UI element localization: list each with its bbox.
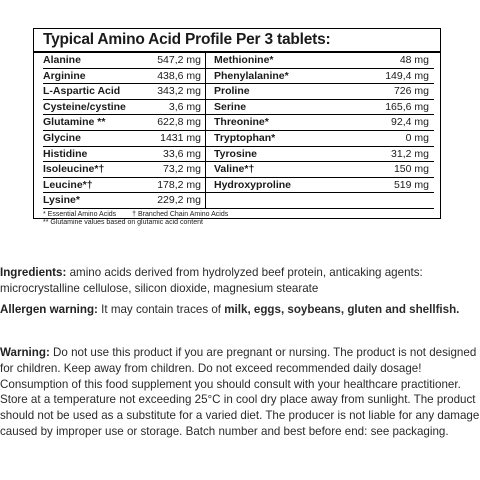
amino-name: Glutamine ** [43, 116, 106, 129]
amino-name: Lysine* [43, 194, 80, 207]
amino-value: 519 mg [393, 178, 429, 191]
warning-text: Do not use this product if you are pregnant or nursing. The product is not designed for children. Keep away from children. Do not exceed recommended daily dosage! Consumption of this food supplement you should consult with your healthcare practitioner. Store at a temperature not exceeding 25°C in cool dry place away from sunlight. The product should not be used as a substitute for a varied diet. The producer is not liable for any damage caused by improper use or storage. Batch number and best before end: see packaging. [0, 346, 480, 438]
amino-name: Methionine* [214, 54, 274, 66]
amino-value: 0 mg [405, 131, 429, 144]
amino-value: 178,2 mg [138, 178, 206, 193]
amino-value: 3,6 mg [138, 100, 206, 115]
amino-name: Proline [214, 85, 250, 98]
amino-name: Valine*† [214, 163, 255, 176]
ingredients-label: Ingredients: [0, 266, 67, 279]
amino-value: 149,4 mg [385, 69, 429, 82]
amino-name: Glycine [43, 131, 81, 144]
amino-value: 438,6 mg [138, 69, 206, 84]
amino-name: Histidine [43, 147, 88, 160]
amino-value: 547,2 mg [138, 53, 206, 68]
table-grid [34, 53, 440, 209]
amino-acid-table [33, 28, 441, 227]
amino-value: 73,2 mg [138, 162, 206, 177]
amino-value: 622,8 mg [138, 115, 206, 130]
table-row [43, 100, 434, 116]
footnote-glutamine: ** Glutamine values based on glutamic acid content [43, 219, 203, 227]
amino-name: Hydroxyproline [214, 178, 292, 191]
amino-value: 33,6 mg [138, 147, 206, 162]
allergen-list: milk, eggs, soybeans, gluten and shellfish. [224, 303, 460, 316]
footnote-bcaa: † Branched Chain Amino Acids [132, 210, 229, 218]
table-row [43, 193, 434, 209]
amino-name: Phenylalanine* [214, 69, 289, 82]
amino-value: 343,2 mg [138, 84, 206, 99]
amino-value: 726 mg [393, 85, 429, 98]
ingredients-text: amino acids derived from hydrolyzed beef protein, anticaking agents: microcrystalline cellulose, silicon dioxide, magnesium stearate [0, 266, 423, 295]
warning-paragraph [0, 345, 480, 440]
amino-name: Isoleucine*† [43, 163, 105, 176]
amino-name: Cysteine/cystine [43, 100, 126, 113]
warning-label: Warning: [0, 346, 50, 359]
amino-name: Serine [214, 100, 247, 113]
amino-name: Threonine* [214, 116, 269, 129]
amino-value: 165,6 mg [385, 100, 429, 113]
amino-name: Alanine [43, 54, 81, 66]
amino-name: Leucine*† [43, 178, 93, 191]
amino-value: 92,4 mg [391, 116, 429, 129]
footnote-essential: * Essential Amino Acids [43, 210, 117, 218]
table-row [43, 84, 434, 100]
amino-value: 1431 mg [138, 131, 206, 146]
table-row [43, 53, 434, 69]
table-row [43, 162, 434, 178]
ingredients-paragraph [0, 265, 480, 297]
amino-name: Arginine [43, 69, 86, 82]
amino-value [324, 193, 429, 208]
amino-name: L-Aspartic Acid [43, 85, 121, 98]
table-title: Typical Amino Acid Profile Per 3 tablets: [34, 29, 440, 53]
allergen-paragraph [0, 302, 480, 318]
amino-value: 150 mg [393, 163, 429, 176]
table-row [43, 178, 434, 194]
allergen-text: It may contain traces of [101, 303, 222, 316]
table-row [43, 147, 434, 163]
table-row [43, 115, 434, 131]
amino-value: 48 mg [399, 54, 429, 66]
amino-value: 229,2 mg [138, 193, 206, 208]
amino-value: 31,2 mg [391, 147, 429, 160]
table-row [43, 69, 434, 85]
amino-name: Tryptophan* [214, 131, 276, 144]
allergen-label: Allergen warning: [0, 303, 98, 316]
table-footnotes [34, 209, 440, 228]
amino-name: Tyrosine [214, 147, 257, 160]
table-row [43, 131, 434, 147]
amino-name [206, 193, 324, 208]
